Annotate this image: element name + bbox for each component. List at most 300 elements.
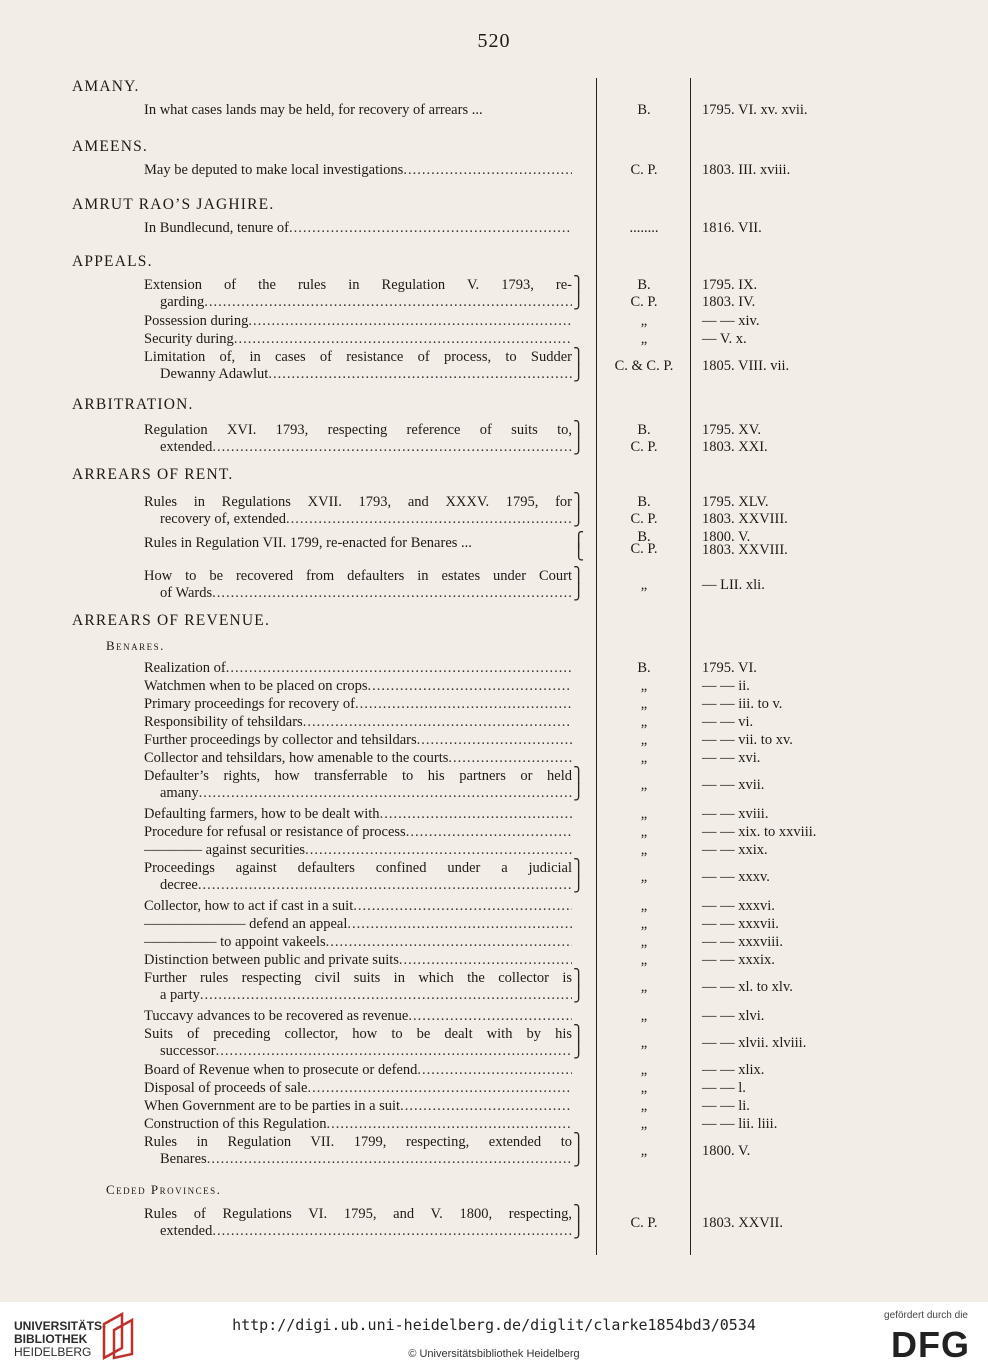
dot-leader: [400, 1098, 572, 1115]
funding-label: gefördert durch die: [884, 1310, 968, 1321]
regulation-reference-value: 1816. VII.: [702, 220, 762, 236]
entry-description: [144, 1008, 572, 1025]
regulation-reference-value: 1803. XXI.: [702, 439, 768, 455]
description-line: [144, 277, 572, 294]
description-line: [144, 1151, 572, 1168]
description-text: Construction of this Regulation: [144, 1116, 327, 1132]
entry-description: [144, 952, 572, 969]
brace-glyph: ⎫ ⎭: [573, 768, 585, 801]
entry-description: [144, 696, 572, 713]
description-text: Dewanny Adawlut: [160, 366, 269, 382]
province-code-value: „: [640, 806, 648, 822]
brace-glyph: ⎫ ⎭: [573, 970, 585, 1003]
entry-description: [144, 732, 572, 749]
dot-leader: [199, 785, 572, 802]
province-code: [598, 660, 690, 677]
entry-description: [144, 1116, 572, 1133]
description-line: [144, 970, 572, 987]
regulation-reference-value: 1803. IV.: [702, 294, 756, 310]
index-heading: ARREARS OF RENT.: [72, 466, 234, 483]
dot-leader: [326, 1116, 572, 1133]
description-line: [144, 422, 572, 439]
regulation-reference: [702, 1035, 902, 1052]
entry-description: [144, 898, 572, 915]
description-line: [144, 1098, 572, 1115]
brace-glyph: ⎫ ⎭: [573, 277, 585, 310]
entry-description: [144, 568, 572, 602]
regulation-reference: [702, 1215, 902, 1232]
province-code-value: ........: [629, 220, 659, 236]
regulation-reference-value: — — vii. to xv.: [702, 732, 793, 748]
index-heading: AMANY.: [72, 78, 140, 95]
entry-description: [144, 1098, 572, 1115]
province-code: [598, 777, 690, 794]
description-line: [144, 750, 572, 767]
dot-leader: [408, 1008, 572, 1025]
description-line: [144, 511, 572, 528]
dfg-logo: DFG: [891, 1324, 970, 1365]
province-code-value: „: [640, 777, 648, 793]
province-code: [598, 806, 690, 823]
description-text: decree: [160, 877, 198, 893]
dot-leader: [303, 714, 572, 731]
regulation-reference-value: — — xvii.: [702, 777, 765, 793]
index-subheading: Ceded Provinces.: [106, 1182, 222, 1197]
province-code-value: C. P.: [630, 1215, 658, 1231]
regulation-reference: [702, 331, 902, 348]
province-code: [598, 1143, 690, 1160]
dot-leader: [268, 366, 572, 383]
description-text: garding: [160, 294, 205, 310]
province-code-value: C. P.: [630, 162, 658, 178]
dot-leader: [307, 1080, 572, 1097]
regulation-reference-value: — — xxix.: [702, 842, 768, 858]
page-number: 520: [477, 30, 511, 52]
regulation-reference-value: — — xlvii. xlviii.: [702, 1035, 807, 1051]
province-code-value: „: [640, 898, 648, 914]
dot-leader: [234, 331, 572, 348]
entry-description: [144, 220, 572, 237]
province-code: [598, 277, 690, 311]
province-code-value: „: [640, 1116, 648, 1132]
regulation-reference-value: 1805. VIII. vii.: [702, 358, 790, 374]
dot-leader: [200, 987, 572, 1004]
description-line: [144, 860, 572, 877]
description-line: [144, 768, 572, 785]
description-text: Realization of: [144, 660, 226, 676]
province-code: [598, 313, 690, 330]
province-code-value: „: [640, 331, 648, 347]
description-text: Regulation XVI. 1793, respecting reference of suits to,: [144, 422, 572, 438]
regulation-reference-value: 1795. VI. xv. xvii.: [702, 102, 808, 118]
entry-description: [144, 102, 572, 119]
province-code-value: „: [640, 869, 648, 885]
entry-description: [144, 916, 572, 933]
description-line: [144, 220, 572, 237]
province-code-value: B.: [637, 660, 651, 676]
description-line: [144, 1080, 572, 1097]
province-code: [598, 869, 690, 886]
index-heading: ARREARS OF REVENUE.: [72, 612, 271, 629]
dot-leader: [226, 660, 572, 677]
regulation-reference-value: 1803. III. xviii.: [702, 162, 791, 178]
regulation-reference: [702, 660, 902, 677]
dot-leader: [212, 1223, 572, 1240]
regulation-reference-value: — — lii. liii.: [702, 1116, 778, 1132]
province-code-value: B.: [637, 529, 651, 545]
description-text: ————— to appoint vakeels: [144, 934, 326, 950]
province-code: [598, 678, 690, 695]
regulation-reference: [702, 577, 902, 594]
province-code: [598, 1080, 690, 1097]
province-code-value: „: [640, 577, 648, 593]
description-text: Primary proceedings for recovery of: [144, 696, 355, 712]
province-code-value: C. P.: [630, 541, 658, 557]
regulation-reference: [702, 678, 902, 695]
regulation-reference-value: 1803. XXVII.: [702, 1215, 783, 1231]
description-line: [144, 102, 572, 119]
brace-glyph: ⎫ ⎭: [573, 422, 585, 455]
description-line: [144, 952, 572, 969]
dot-leader: [355, 696, 572, 713]
description-text: Collector, how to act if cast in a suit: [144, 898, 354, 914]
regulation-reference-value: — LII. xli.: [702, 577, 765, 593]
description-text: Extension of the rules in Regulation V. 1793, re-: [144, 277, 572, 293]
description-line: [144, 1134, 572, 1151]
province-code-value: C. P.: [630, 511, 658, 527]
regulation-reference-value: — — iii. to v.: [702, 696, 783, 712]
regulation-reference: [702, 952, 902, 969]
province-code-value: „: [640, 934, 648, 950]
regulation-reference: [702, 842, 902, 859]
description-line: [144, 842, 572, 859]
regulation-reference: [702, 1098, 902, 1115]
province-code-value: „: [640, 952, 648, 968]
entry-description: [144, 1026, 572, 1060]
province-code-value: „: [640, 916, 648, 932]
description-text: Suits of preceding collector, how to be dealt with by his: [144, 1026, 572, 1042]
regulation-reference: [702, 916, 902, 933]
copyright-notice: © Universitätsbibliothek Heidelberg: [408, 1348, 580, 1360]
entry-description: [144, 349, 572, 383]
province-code-value: „: [640, 979, 648, 995]
dot-leader: [353, 898, 572, 915]
province-code-value: C. & C. P.: [614, 358, 674, 374]
entry-description: [144, 824, 572, 841]
description-line: [144, 162, 572, 179]
dot-leader: [403, 162, 572, 179]
brace-glyph: ⎫ ⎭: [573, 1134, 585, 1167]
description-line: [144, 732, 572, 749]
description-line: [144, 898, 572, 915]
description-line: [144, 366, 572, 383]
permalink-url[interactable]: http://digi.ub.uni-heidelberg.de/diglit/clarke1854bd3/0534: [232, 1316, 756, 1334]
description-line: [144, 349, 572, 366]
regulation-reference-value: — — xxxvi.: [702, 898, 775, 914]
description-text: Defaulting farmers, how to be dealt with: [144, 806, 380, 822]
province-code: [598, 358, 690, 375]
description-text: Proceedings against defaulters confined under a judicial: [144, 860, 572, 876]
regulation-reference: [702, 750, 902, 767]
regulation-reference: [702, 898, 902, 915]
index-subheading: Benares.: [106, 638, 165, 653]
regulation-reference-value: 1800. V.: [702, 529, 751, 545]
description-text: May be deputed to make local investigations: [144, 162, 404, 178]
description-line: [144, 1062, 572, 1079]
description-line: [144, 294, 572, 311]
regulation-reference: [702, 934, 902, 951]
regulation-reference: [702, 1062, 902, 1079]
entry-description: [144, 714, 572, 731]
regulation-reference: [702, 422, 902, 456]
entry-description: [144, 1080, 572, 1097]
regulation-reference-value: — — xxxvii.: [702, 916, 779, 932]
description-text: Defaulter’s rights, how transferrable to his partners or held: [144, 768, 572, 784]
description-text: Benares: [160, 1151, 207, 1167]
regulation-reference: [702, 714, 902, 731]
regulation-reference: [702, 696, 902, 713]
dot-leader: [207, 1151, 572, 1168]
regulation-reference: [702, 869, 902, 886]
description-line: [144, 1116, 572, 1133]
province-code: [598, 1008, 690, 1025]
description-text: Security during: [144, 331, 234, 347]
province-code-value: B.: [637, 277, 651, 293]
province-code: [598, 732, 690, 749]
dot-leader: [326, 934, 572, 951]
province-code-value: „: [640, 842, 648, 858]
entry-description: [144, 750, 572, 767]
province-code-value: „: [640, 313, 648, 329]
dot-leader: [347, 916, 572, 933]
dot-leader: [399, 952, 572, 969]
description-line: [144, 1026, 572, 1043]
description-line: [144, 877, 572, 894]
province-code-value: „: [640, 1008, 648, 1024]
regulation-reference-value: — — ii.: [702, 678, 750, 694]
entry-description: [144, 313, 572, 330]
dot-leader: [417, 732, 572, 749]
brace-glyph: ⎫ ⎭: [573, 349, 585, 382]
description-text: extended: [160, 1223, 213, 1239]
description-text: successor: [160, 1043, 216, 1059]
description-text: Distinction between public and private suits: [144, 952, 399, 968]
description-text: Further rules respecting civil suits in which the collector is: [144, 970, 572, 986]
regulation-reference: [702, 824, 902, 841]
description-line: [144, 916, 572, 933]
regulation-reference: [702, 358, 902, 375]
province-code: [598, 162, 690, 179]
regulation-reference-value: 1803. XXVIII.: [702, 511, 788, 527]
province-code-value: „: [640, 714, 648, 730]
province-code-value: „: [640, 696, 648, 712]
index-heading: AMEENS.: [72, 138, 149, 155]
entry-description: [144, 494, 572, 528]
brace-glyph: ⎫ ⎭: [573, 568, 585, 601]
description-text: Rules in Regulations XVII. 1793, and XXXV. 1795, for: [144, 494, 572, 510]
entry-description: [144, 860, 572, 894]
regulation-reference-value: — — xxxviii.: [702, 934, 783, 950]
library-name-line1: UNIVERSITÄTS-: [14, 1319, 107, 1333]
province-code-value: „: [640, 732, 648, 748]
description-line: [144, 1008, 572, 1025]
regulation-reference-value: — V. x.: [702, 331, 747, 347]
province-code-value: B.: [637, 494, 651, 510]
dot-leader: [380, 806, 572, 823]
library-name-line3: HEIDELBERG: [14, 1345, 92, 1359]
entry-description: [144, 842, 572, 859]
entry-description: [144, 162, 572, 179]
province-code-value: B.: [637, 422, 651, 438]
dot-leader: [289, 220, 572, 237]
description-line: [144, 660, 572, 677]
dot-leader: [368, 678, 572, 695]
regulation-reference: [702, 806, 902, 823]
province-code: [598, 979, 690, 996]
description-text: Rules in Regulation VII. 1799, re-enacted for Benares ...: [144, 535, 472, 551]
entry-description: [144, 1062, 572, 1079]
dot-leader: [216, 1043, 572, 1060]
description-text: Watchmen when to be placed on crops: [144, 678, 368, 694]
description-text: ———— against securities: [144, 842, 306, 858]
entry-description: [144, 970, 572, 1004]
province-code-value: „: [640, 1080, 648, 1096]
province-code: [598, 531, 690, 555]
description-line: [144, 439, 572, 456]
dot-leader: [212, 585, 572, 602]
regulation-reference-value: — — vi.: [702, 714, 754, 730]
regulation-reference: [702, 777, 902, 794]
province-code-value: C. P.: [630, 294, 658, 310]
brace-glyph: ⎧ ⎩: [573, 533, 585, 561]
entry-description: [144, 806, 572, 823]
province-code-value: B.: [637, 102, 651, 118]
regulation-reference-value: 1795. XLV.: [702, 494, 769, 510]
description-text: Limitation of, in cases of resistance of process, to Sudder: [144, 349, 572, 365]
regulation-reference-value: 1795. XV.: [702, 422, 761, 438]
province-code: [598, 952, 690, 969]
dot-leader: [204, 294, 572, 311]
entry-description: [144, 934, 572, 951]
brace-glyph: ⎫ ⎭: [573, 860, 585, 893]
province-code-value: C. P.: [630, 439, 658, 455]
description-text: In what cases lands may be held, for recovery of arrears ...: [144, 102, 483, 118]
regulation-reference-value: — — xvi.: [702, 750, 761, 766]
province-code: [598, 102, 690, 119]
dot-leader: [417, 1062, 572, 1079]
province-code: [598, 1215, 690, 1232]
regulation-reference: [702, 102, 902, 119]
description-line: [144, 696, 572, 713]
description-text: In Bundlecund, tenure of: [144, 220, 289, 236]
entry-description: [144, 660, 572, 677]
description-text: Possession during: [144, 313, 249, 329]
entry-description: [144, 768, 572, 802]
description-line: [144, 934, 572, 951]
province-code: [598, 824, 690, 841]
province-code: [598, 696, 690, 713]
entry-description: [144, 1134, 572, 1168]
province-code: [598, 422, 690, 456]
description-line: [144, 714, 572, 731]
regulation-reference-value: — — xlix.: [702, 1062, 765, 1078]
province-code-value: „: [640, 1035, 648, 1051]
regulation-reference: [702, 494, 902, 528]
regulation-reference: [702, 277, 902, 311]
regulation-reference: [702, 1116, 902, 1133]
regulation-reference: [702, 979, 902, 996]
description-line: [144, 1223, 572, 1240]
province-code: [598, 331, 690, 348]
regulation-reference-value: — — xviii.: [702, 806, 769, 822]
province-code-value: „: [640, 1143, 648, 1159]
description-text: Rules in Regulation VII. 1799, respecting, extended to: [144, 1134, 572, 1150]
description-line: [144, 806, 572, 823]
index-heading: AMRUT RAO’S JAGHIRE.: [72, 196, 275, 213]
province-code-value: „: [640, 678, 648, 694]
description-text: amany: [160, 785, 199, 801]
dot-leader: [406, 824, 572, 841]
regulation-reference-value: — — li.: [702, 1098, 750, 1114]
province-code: [598, 842, 690, 859]
description-text: ——————— defend an appeal: [144, 916, 348, 932]
regulation-reference-value: — — xxxix.: [702, 952, 775, 968]
index-heading: ARBITRATION.: [72, 396, 194, 413]
regulation-reference-value: 1795. VI.: [702, 660, 757, 676]
description-text: Rules of Regulations VI. 1795, and V. 1800, respecting,: [144, 1206, 572, 1222]
brace-glyph: ⎫ ⎭: [573, 1206, 585, 1239]
description-line: [144, 824, 572, 841]
province-code-value: „: [640, 1062, 648, 1078]
regulation-reference: [702, 313, 902, 330]
province-code: [598, 934, 690, 951]
regulation-reference: [702, 732, 902, 749]
regulation-reference-value: — — l.: [702, 1080, 746, 1096]
dot-leader: [212, 439, 572, 456]
dot-leader: [286, 511, 572, 528]
province-code-value: „: [640, 750, 648, 766]
description-line: [144, 585, 572, 602]
province-code-value: „: [640, 1098, 648, 1114]
entry-description: [144, 1206, 572, 1240]
province-code: [598, 577, 690, 594]
entry-description: [144, 678, 572, 695]
description-text: Responsibility of tehsildars: [144, 714, 303, 730]
description-line: [144, 987, 572, 1004]
description-line: [144, 568, 572, 585]
province-code: [598, 916, 690, 933]
province-code: [598, 1035, 690, 1052]
digitization-footer: [0, 1302, 988, 1371]
regulation-reference-value: — — xlvi.: [702, 1008, 765, 1024]
province-code: [598, 220, 690, 237]
description-text: How to be recovered from defaulters in estates under Court: [144, 568, 572, 584]
description-line: [144, 331, 572, 348]
description-line: [144, 1043, 572, 1060]
entry-description: [144, 422, 572, 456]
province-code: [598, 898, 690, 915]
brace-glyph: ⎫ ⎭: [573, 494, 585, 527]
library-name-line2: BIBLIOTHEK: [14, 1332, 88, 1346]
description-line: [144, 494, 572, 511]
description-line: [144, 785, 572, 802]
brace-glyph: ⎫ ⎭: [573, 1026, 585, 1059]
description-text: Procedure for refusal or resistance of process: [144, 824, 406, 840]
regulation-reference: [702, 1143, 902, 1160]
description-text: When Government are to be parties in a suit: [144, 1098, 401, 1114]
description-line: [144, 678, 572, 695]
dot-leader: [248, 313, 572, 330]
